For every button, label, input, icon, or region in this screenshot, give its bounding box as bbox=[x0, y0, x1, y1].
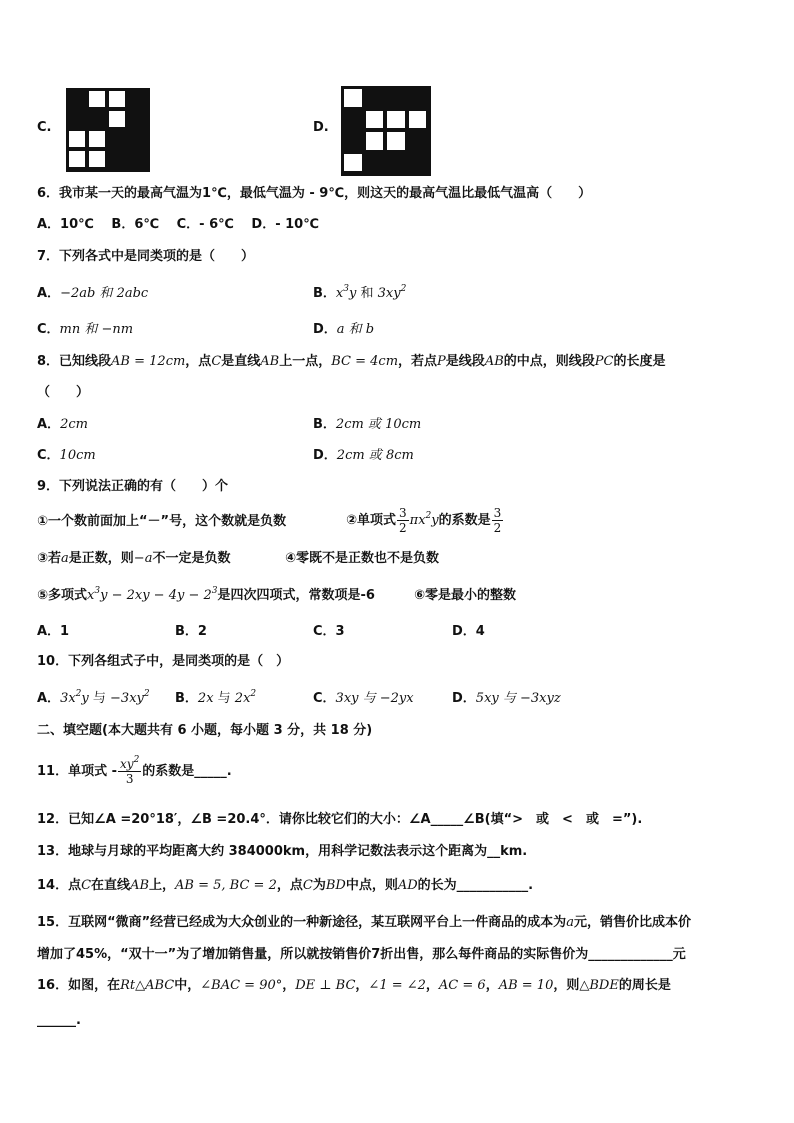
grid-d-cell bbox=[365, 153, 387, 175]
grid-c-cell bbox=[128, 130, 148, 150]
q9-statement-2: ②单项式 $\frac{3}{2}$ $\pi x^2y$的系数是 $\frac{3}{2}$ bbox=[346, 506, 502, 535]
grid-d-cell bbox=[343, 88, 363, 108]
q5-option-c-figure bbox=[66, 88, 150, 172]
grid-d-cell bbox=[386, 110, 406, 130]
q6-stem: 6．我市某一天的最高气温为1℃，最低气温为 - 9℃，则这天的最高气温比最低气温高（ ） bbox=[37, 186, 592, 201]
q10-option-d: D．5xy 与 −3xyz bbox=[452, 691, 561, 706]
grid-c-cell bbox=[128, 110, 148, 130]
q8-option-b: B．2cm 或 10cm bbox=[313, 417, 422, 432]
grid-c-cell bbox=[128, 90, 148, 110]
q10-option-c: C．3xy 与 −2yx bbox=[313, 691, 414, 706]
q12: 12．已知∠A =20°18′，∠B =20.4°．请你比较它们的大小：∠A_____∠B(填“> 或 < 或 =”). bbox=[37, 812, 643, 827]
grid-d-cell bbox=[365, 110, 385, 130]
grid-c-cell bbox=[108, 90, 126, 108]
grid-d-cell bbox=[365, 88, 387, 110]
grid-c-cell bbox=[128, 150, 148, 170]
grid-c-cell bbox=[68, 90, 88, 110]
q15-line-2: 增加了45%，“双十一”为了增加销售量，所以就按销售价7折出售，那么每件商品的实际售价为_____________元 bbox=[37, 947, 686, 962]
q9-option-b: B．2 bbox=[175, 624, 207, 639]
grid-c-cell bbox=[88, 150, 106, 168]
q9-statement-4: ④零既不是正数也不是负数 bbox=[285, 551, 440, 566]
section-2-heading: 二、填空题(本大题共有 6 小题，每小题 3 分，共 18 分) bbox=[37, 723, 373, 738]
q9-option-d: D．4 bbox=[452, 624, 485, 639]
q9-option-a: A．1 bbox=[37, 624, 70, 639]
q11: 11．单项式 - $\frac{xy^2}{3}$ 的系数是_____. bbox=[37, 755, 232, 786]
q9-statement-1: ①一个数前面加上“－”号，这个数就是负数 bbox=[37, 514, 287, 529]
grid-c-cell bbox=[88, 90, 106, 108]
grid-c-cell bbox=[88, 110, 108, 130]
grid-d-cell bbox=[386, 131, 406, 151]
q5-option-d-label: D. bbox=[313, 120, 329, 135]
q8-option-c: C．10cm bbox=[37, 448, 96, 463]
q7-option-c: C．mn 和 −nm bbox=[37, 322, 134, 337]
q7-option-a: A．−2ab 和 2abc bbox=[37, 286, 149, 301]
grid-d-cell bbox=[408, 131, 430, 153]
grid-c-cell bbox=[88, 130, 106, 148]
grid-c-cell bbox=[68, 130, 86, 148]
grid-d-cell bbox=[343, 153, 363, 173]
grid-d-cell bbox=[408, 88, 430, 110]
grid-c-cell bbox=[108, 150, 128, 170]
q16-line-2: ______. bbox=[37, 1013, 81, 1028]
q10-stem: 10．下列各组式子中，是同类项的是（ ） bbox=[37, 654, 290, 669]
q6-options: A．10℃ B．6℃ C．- 6℃ D．- 10℃ bbox=[37, 217, 319, 232]
q10-option-a: A．$3x^2y$ 与 $-3xy^2$ bbox=[37, 689, 150, 706]
q8-answer-paren: （ ） bbox=[37, 385, 90, 400]
q14: 14．点C在直线AB上，AB = 5, BC = 2，点C为BD中点，则AD的长为___________. bbox=[37, 878, 534, 893]
q7-option-d: D．a 和 b bbox=[313, 322, 375, 337]
grid-c-cell bbox=[108, 130, 128, 150]
grid-c-cell bbox=[108, 110, 126, 128]
q10-option-b: B．2x 与 $2x^2$ bbox=[175, 689, 257, 706]
grid-c-cell bbox=[68, 150, 86, 168]
grid-d-cell bbox=[343, 131, 365, 153]
q9-stem: 9．下列说法正确的有（ ）个 bbox=[37, 479, 229, 494]
q9-statement-6: ⑥零是最小的整数 bbox=[414, 588, 517, 603]
grid-d-cell bbox=[386, 88, 408, 110]
grid-d-cell bbox=[365, 131, 385, 151]
q7-stem: 7．下列各式中是同类项的是（ ） bbox=[37, 249, 255, 264]
q7-option-b: B．$x^3y$ 和 $3xy^2$ bbox=[313, 284, 407, 301]
grid-d-cell bbox=[343, 110, 365, 132]
q16-line-1: 16．如图，在Rt△ABC中，∠BAC = 90°，DE ⊥ BC，∠1 = ∠2，AC = 6，AB = 10，则△BDE的周长是 bbox=[37, 978, 671, 993]
q13: 13．地球与月球的平均距离大约 384000km，用科学记数法表示这个距离为__km. bbox=[37, 844, 528, 859]
q8-option-a: A．2cm bbox=[37, 417, 88, 432]
grid-d-cell bbox=[408, 110, 428, 130]
q9-statement-3: ③若a是正数，则−a不一定是负数 bbox=[37, 551, 231, 566]
q5-option-c-label: C. bbox=[37, 120, 52, 135]
q8-option-d: D．2cm 或 8cm bbox=[313, 448, 414, 463]
grid-c-cell bbox=[68, 110, 88, 130]
q15-line-1: 15．互联网“微商”经营已经成为大众创业的一种新途径，某互联网平台上一件商品的成本为a元，销售价比成本价 bbox=[37, 915, 691, 930]
q9-statement-5: ⑤多项式$x^3y - 2xy - 4y - 2^3$是四次四项式，常数项是-6 bbox=[37, 586, 375, 603]
q5-option-d-figure bbox=[341, 86, 431, 176]
q8-stem: 8．已知线段AB = 12cm，点C是直线AB上一点，BC = 4cm，若点P是线段AB的中点，则线段PC的长度是 bbox=[37, 354, 666, 369]
grid-d-cell bbox=[408, 153, 430, 175]
grid-d-cell bbox=[386, 153, 408, 175]
q9-option-c: C．3 bbox=[313, 624, 345, 639]
